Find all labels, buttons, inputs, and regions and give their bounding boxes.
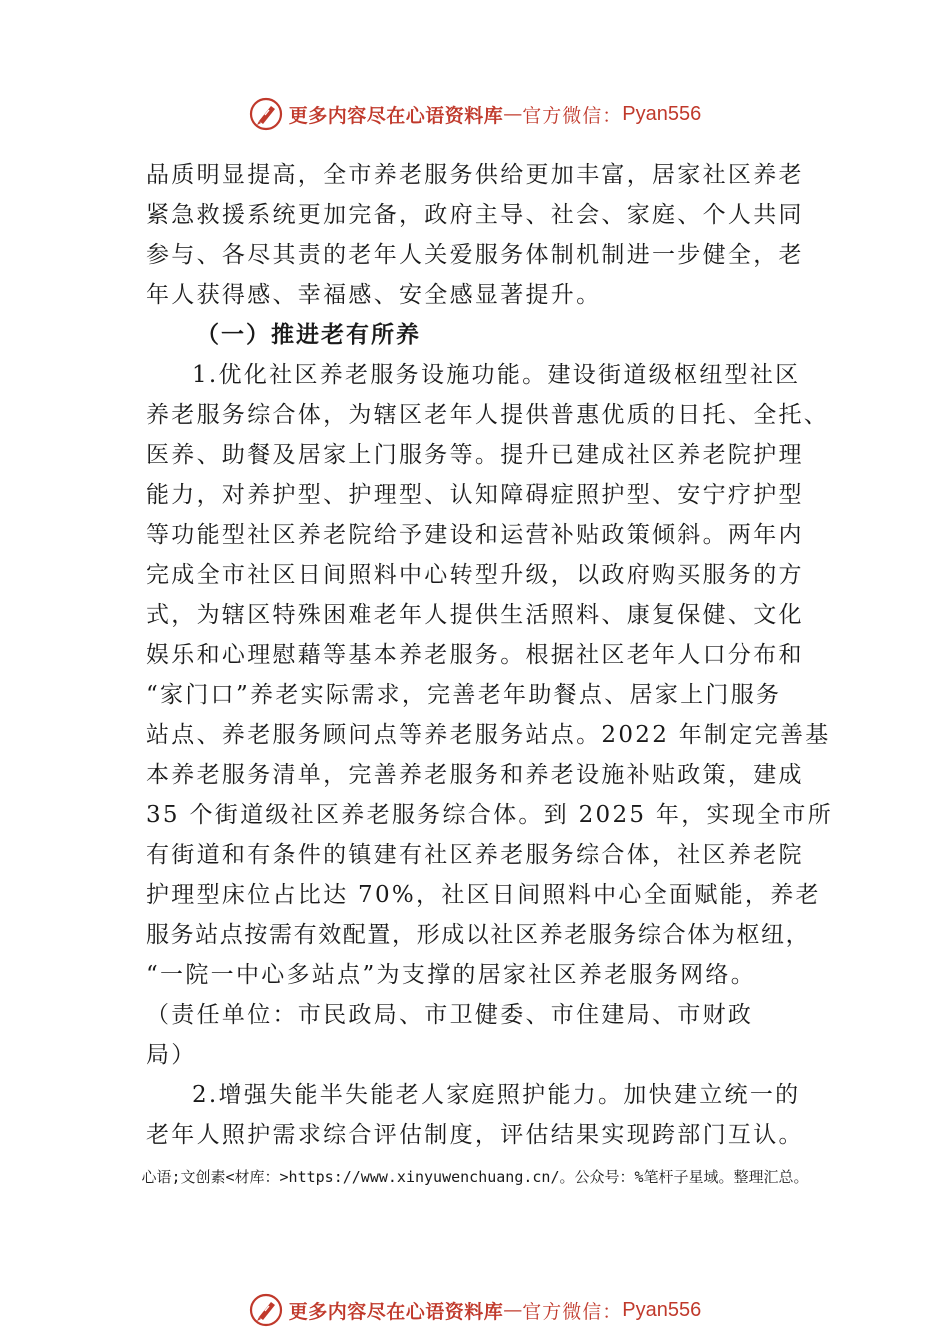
paragraph-1-line: 服务站点按需有效配置，形成以社区养老服务综合体为枢纽， [146, 922, 811, 948]
banner-label: 官方微信： [522, 104, 623, 127]
text-line: 年人获得感、幸福感、安全感显著提升。 [146, 282, 602, 308]
paragraph-1-line: 护理型床位占比达 70%，社区日间照料中心全面赋能，养老 [146, 882, 821, 908]
banner-wechat-id: Pyan556 [622, 102, 702, 125]
text-line: 品质明显提高，全市养老服务供给更加丰富，居家社区养老 [146, 162, 804, 188]
paragraph-1-line: 1.优化社区养老服务设施功能。建设街道级枢纽型社区 [192, 362, 801, 388]
paragraph-1-line: 有街道和有条件的镇建有社区养老服务综合体，社区养老院 [146, 842, 804, 868]
paragraph-1-line: 医养、助餐及居家上门服务等。提升已建成社区养老院护理 [146, 442, 804, 468]
paragraph-1-line: 娱乐和心理慰藉等基本养老服务。根据社区老年人口分布和 [146, 642, 804, 668]
paragraph-1-line: （责任单位：市民政局、市卫健委、市住建局、市财政 [146, 1002, 754, 1028]
text-line: 参与、各尽其责的老年人关爱服务体制机制进一步健全，老 [146, 242, 804, 268]
paragraph-1-line: 站点、养老服务顾问点等养老服务站点。2022 年制定完善基 [146, 722, 831, 748]
pen-nib-logo-icon [249, 1293, 283, 1327]
paragraph-1-line: 能力，对养护型、护理型、认知障碍症照护型、安宁疗护型 [146, 482, 804, 508]
section-heading: （一）推进老有所养 [196, 322, 421, 348]
paragraph-1-line: “家门口”养老实际需求，完善老年助餐点、居家上门服务 [146, 682, 782, 708]
banner-separator: — [503, 103, 523, 125]
footer-banner [0, 1290, 950, 1330]
banner-main-text: 更多内容尽在心语资料库 [288, 1300, 504, 1323]
header-banner [0, 94, 950, 134]
banner-label: 官方微信： [522, 1300, 623, 1323]
document-body [146, 155, 834, 1155]
banner-separator: — [503, 1299, 523, 1321]
paragraph-1-line: 35 个街道级社区养老服务综合体。到 2025 年，实现全市所 [146, 802, 834, 828]
text-line: 紧急救援系统更加完备，政府主导、社会、家庭、个人共同 [146, 202, 804, 228]
paragraph-1-line: “一院一中心多站点”为支撑的居家社区养老服务网络。 [146, 962, 757, 988]
pen-nib-logo-icon [249, 97, 283, 131]
paragraph-1-line: 完成全市社区日间照料中心转型升级，以政府购买服务的方 [146, 562, 804, 588]
banner-main-text: 更多内容尽在心语资料库 [288, 104, 504, 127]
paragraph-1-line: 局） [146, 1042, 197, 1068]
paragraph-2-line: 老年人照护需求综合评估制度，评估结果实现跨部门互认。 [146, 1122, 804, 1148]
paragraph-1-line: 养老服务综合体，为辖区老年人提供普惠优质的日托、全托、 [146, 402, 830, 428]
banner-wechat-id: Pyan556 [622, 1298, 702, 1321]
footer-note: 心语;文创素<材库：>https://www.xinyuwenchuang.cn/。公众号：%笔杆子星域。整理汇总。 [141, 1168, 809, 1186]
paragraph-1-line: 本养老服务清单，完善养老服务和养老设施补贴政策，建成 [146, 762, 804, 788]
paragraph-1-line: 式，为辖区特殊困难老年人提供生活照料、康复保健、文化 [146, 602, 804, 628]
paragraph-2-line: 2.增强失能半失能老人家庭照护能力。加快建立统一的 [192, 1082, 801, 1108]
paragraph-1-line: 等功能型社区养老院给予建设和运营补贴政策倾斜。两年内 [146, 522, 804, 548]
